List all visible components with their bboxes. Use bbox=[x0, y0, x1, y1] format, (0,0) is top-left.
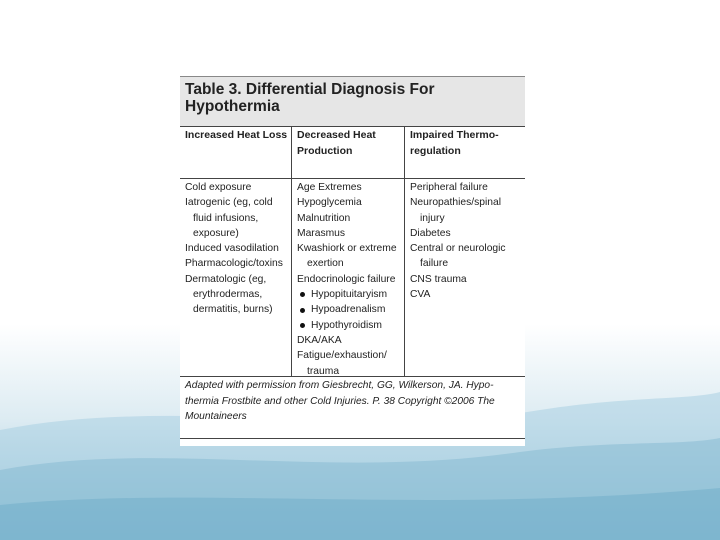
list-item: CNS trauma bbox=[410, 273, 467, 285]
column-divider bbox=[291, 126, 292, 376]
list-item: Neuropathies/spinal bbox=[410, 197, 502, 209]
col-impaired-thermoregulation bbox=[410, 180, 506, 302]
list-item: trauma bbox=[307, 365, 340, 377]
bullet-list-item bbox=[297, 318, 397, 333]
bullet-icon bbox=[300, 323, 305, 328]
bullet-icon bbox=[300, 308, 305, 313]
list-item: exertion bbox=[307, 258, 344, 270]
list-item: Induced vasodilation bbox=[185, 243, 279, 255]
list-item: DKA/AKA bbox=[297, 334, 342, 346]
bullet-list-item bbox=[297, 302, 397, 317]
table-title-line: Table 3. Differential Diagnosis For bbox=[185, 81, 435, 98]
col-decreased-heat-production bbox=[297, 180, 397, 379]
list-item: Marasmus bbox=[297, 227, 346, 239]
footnote-line: thermia Frostbite and other Cold Injuries. P. 38 Copyright ©2006 The bbox=[185, 395, 495, 407]
list-item-label: Hypothyroidism bbox=[311, 319, 382, 331]
footnote-line: Adapted with permission from Giesbrecht, GG, Wilkerson, JA. Hypo- bbox=[185, 380, 494, 391]
table-title-bar bbox=[180, 76, 525, 127]
list-item: dermatitis, burns) bbox=[193, 304, 273, 316]
differential-diagnosis-table bbox=[180, 76, 525, 446]
footnote-line: Mountaineers bbox=[185, 411, 247, 422]
table-footnote bbox=[185, 378, 520, 425]
column-divider bbox=[404, 126, 405, 376]
list-item: Iatrogenic (eg, cold bbox=[185, 197, 273, 209]
bullet-list-item bbox=[297, 287, 397, 302]
header-bottom-rule bbox=[180, 178, 525, 179]
footnote-top-rule bbox=[180, 376, 525, 377]
list-item-label: Hypoadrenalism bbox=[311, 304, 386, 316]
table-bottom-rule bbox=[180, 438, 525, 439]
list-item: Dermatologic (eg, bbox=[185, 273, 267, 285]
list-item: Hypoglycemia bbox=[297, 197, 362, 209]
list-item: Pharmacologic/toxins bbox=[185, 258, 283, 270]
list-item: Fatigue/exhaustion/ bbox=[297, 350, 387, 362]
bullet-icon bbox=[300, 292, 305, 297]
list-item: exposure) bbox=[193, 227, 239, 239]
table-title bbox=[185, 81, 520, 115]
list-item: fluid infusions, bbox=[193, 212, 259, 224]
list-item: Kwashiork or extreme bbox=[297, 243, 397, 255]
list-item: Endocrinologic failure bbox=[297, 273, 396, 285]
list-item: erythrodermas, bbox=[193, 289, 263, 301]
list-item: CVA bbox=[410, 289, 431, 301]
list-item: Peripheral failure bbox=[410, 182, 488, 193]
col-header-increased-heat-loss: Increased Heat Loss bbox=[185, 129, 288, 141]
list-item: Age Extremes bbox=[297, 182, 362, 193]
list-item-label: Hypopituitaryism bbox=[311, 289, 388, 301]
list-item: Diabetes bbox=[410, 227, 451, 239]
list-item: Cold exposure bbox=[185, 182, 252, 193]
list-item: failure bbox=[420, 258, 449, 270]
list-item: Malnutrition bbox=[297, 212, 351, 224]
col-header-impaired-thermoregulation: Impaired Thermo- regulation bbox=[410, 129, 499, 157]
col-header-decreased-heat-production: Decreased Heat Production bbox=[297, 129, 376, 157]
col-increased-heat-loss bbox=[185, 180, 283, 318]
list-item: injury bbox=[420, 212, 445, 224]
table-title-line: Hypothermia bbox=[185, 98, 280, 115]
list-item: Central or neurologic bbox=[410, 243, 506, 255]
